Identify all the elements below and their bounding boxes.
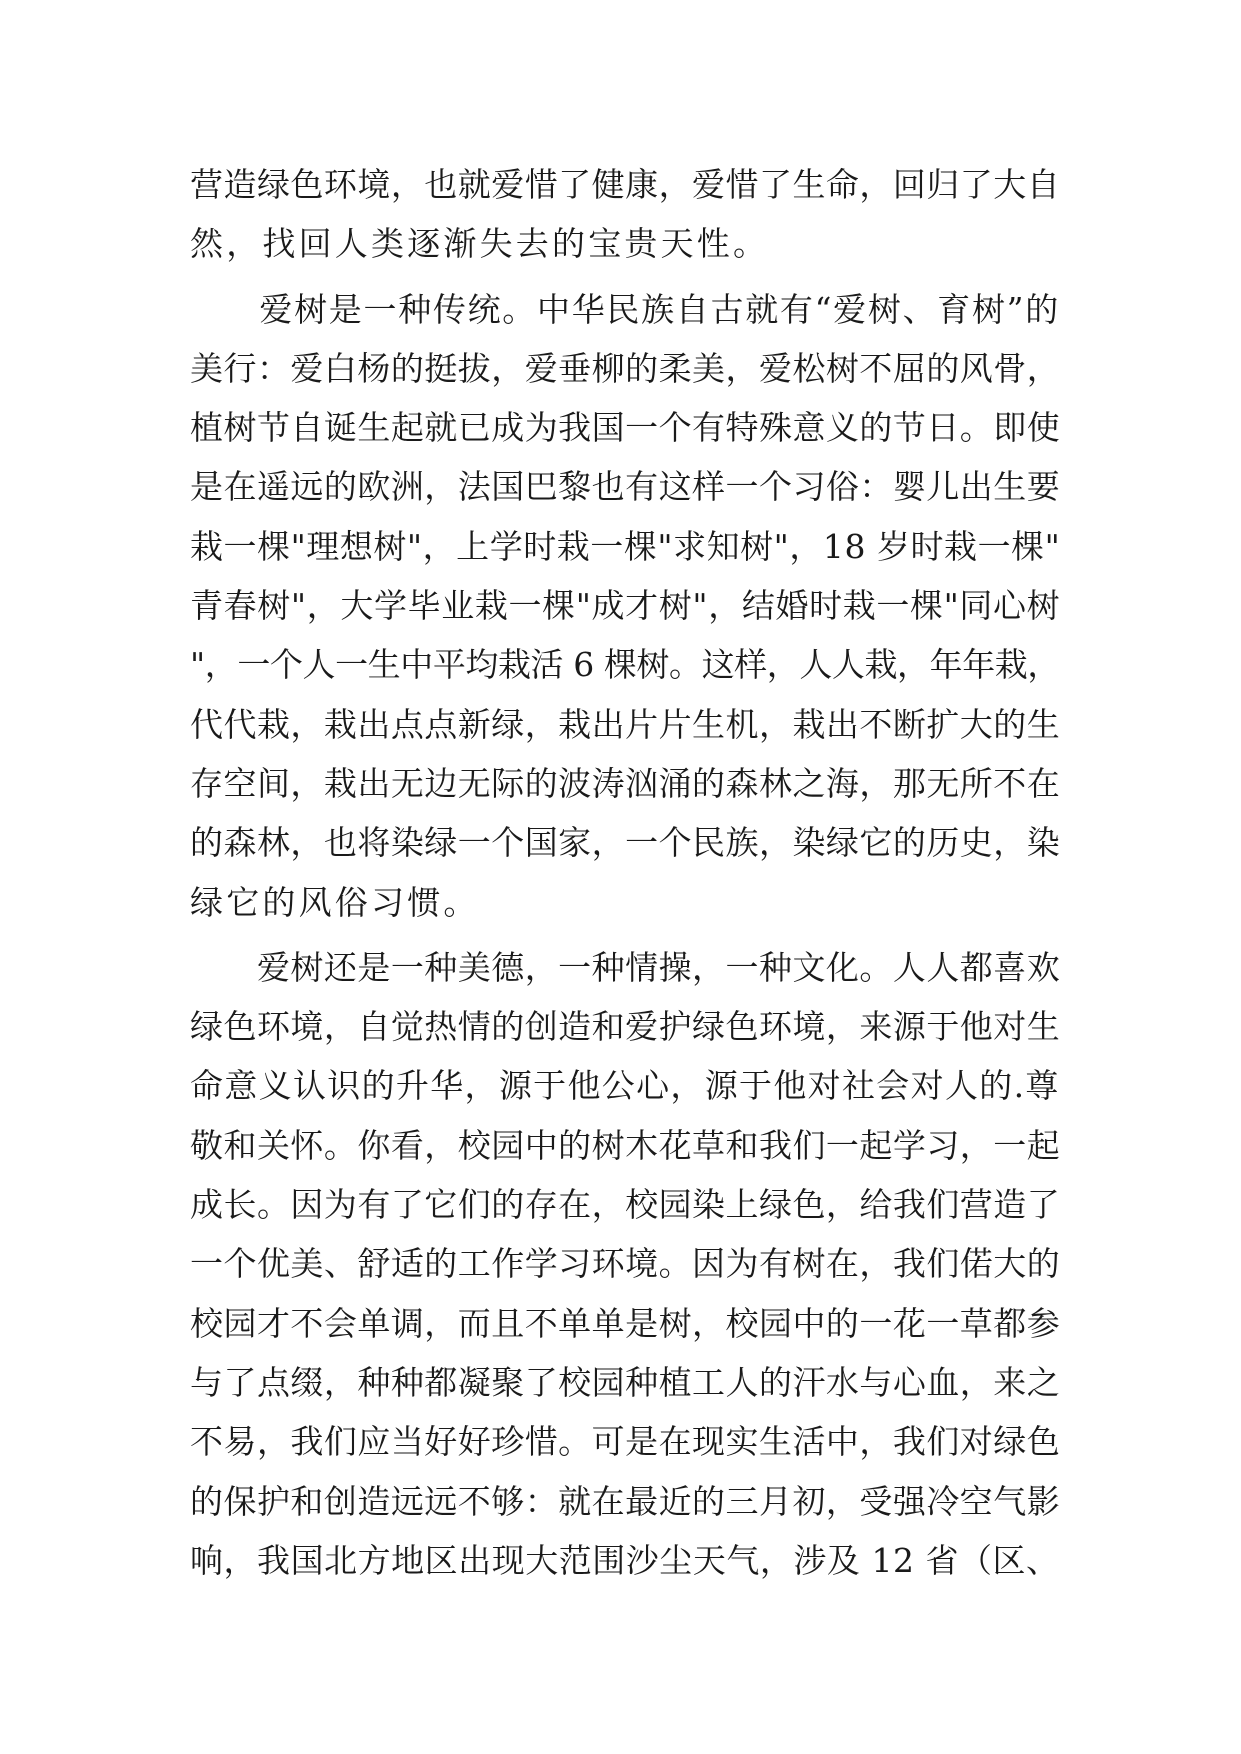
text-line: 一个优美、舒适的工作学习环境。因为有树在，我们偌大的 bbox=[190, 1244, 1061, 1284]
text-line: 绿它的风俗习惯。 bbox=[190, 882, 480, 922]
text-line: 青春树"，大学毕业栽一棵"成才树"，结婚时栽一棵"同心树 bbox=[190, 586, 1061, 626]
text-line: 营造绿色环境，也就爱惜了健康，爱惜了生命，回归了大自 bbox=[190, 165, 1061, 204]
text-line: 绿色环境，自觉热情的创造和爱护绿色环境，来源于他对生 bbox=[190, 1007, 1061, 1047]
text-line: 美行：爱白杨的挺拔，爱垂柳的柔美，爱松树不屈的风骨， bbox=[190, 348, 1061, 388]
text-line: 爱树是一种传统。中华民族自古就有“爱树、育树”的 bbox=[190, 289, 1060, 329]
text-line: 然，找回人类逐渐失去的宝贵天性。 bbox=[190, 224, 770, 264]
text-line: "，一个人一生中平均栽活 6 棵树。这样，人人栽，年年栽， bbox=[190, 645, 1060, 685]
document-body bbox=[190, 155, 1060, 1590]
text-line: 爱树还是一种美德，一种情操，一种文化。人人都喜欢 bbox=[190, 947, 1061, 987]
text-line: 敬和关怀。你看，校园中的树木花草和我们一起学习，一起 bbox=[190, 1125, 1061, 1165]
text-line: 栽一棵"理想树"，上学时栽一棵"求知树"，18 岁时栽一棵" bbox=[190, 526, 1061, 566]
text-line: 校园才不会单调，而且不单单是树，校园中的一花一草都参 bbox=[190, 1303, 1061, 1343]
text-line: 是在遥远的欧洲，法国巴黎也有这样一个习俗：婴儿出生要 bbox=[190, 467, 1061, 507]
text-line: 代代栽，栽出点点新绿，栽出片片生机，栽出不断扩大的生 bbox=[190, 704, 1061, 744]
text-line: 响，我国北方地区出现大范围沙尘天气，涉及 12 省（区、 bbox=[190, 1540, 1060, 1580]
text-line: 的森林，也将染绿一个国家，一个民族，染绿它的历史，染 bbox=[190, 823, 1061, 863]
text-line: 与了点缀，种种都凝聚了校园种植工人的汗水与心血，来之 bbox=[190, 1362, 1061, 1402]
text-line: 命意义认识的升华，源于他公心，源于他对社会对人的.尊 bbox=[190, 1066, 1060, 1106]
text-line: 植树节自诞生起就已成为我国一个有特殊意义的节日。即使 bbox=[190, 408, 1061, 448]
text-line: 成长。因为有了它们的存在，校园染上绿色，给我们营造了 bbox=[190, 1185, 1061, 1225]
text-line: 不易，我们应当好好珍惜。可是在现实生活中，我们对绿色 bbox=[190, 1422, 1061, 1462]
text-line: 存空间，栽出无边无际的波涛汹涌的森林之海，那无所不在 bbox=[190, 763, 1061, 803]
text-line: 的保护和创造远远不够：就在最近的三月初，受强冷空气影 bbox=[190, 1481, 1061, 1521]
